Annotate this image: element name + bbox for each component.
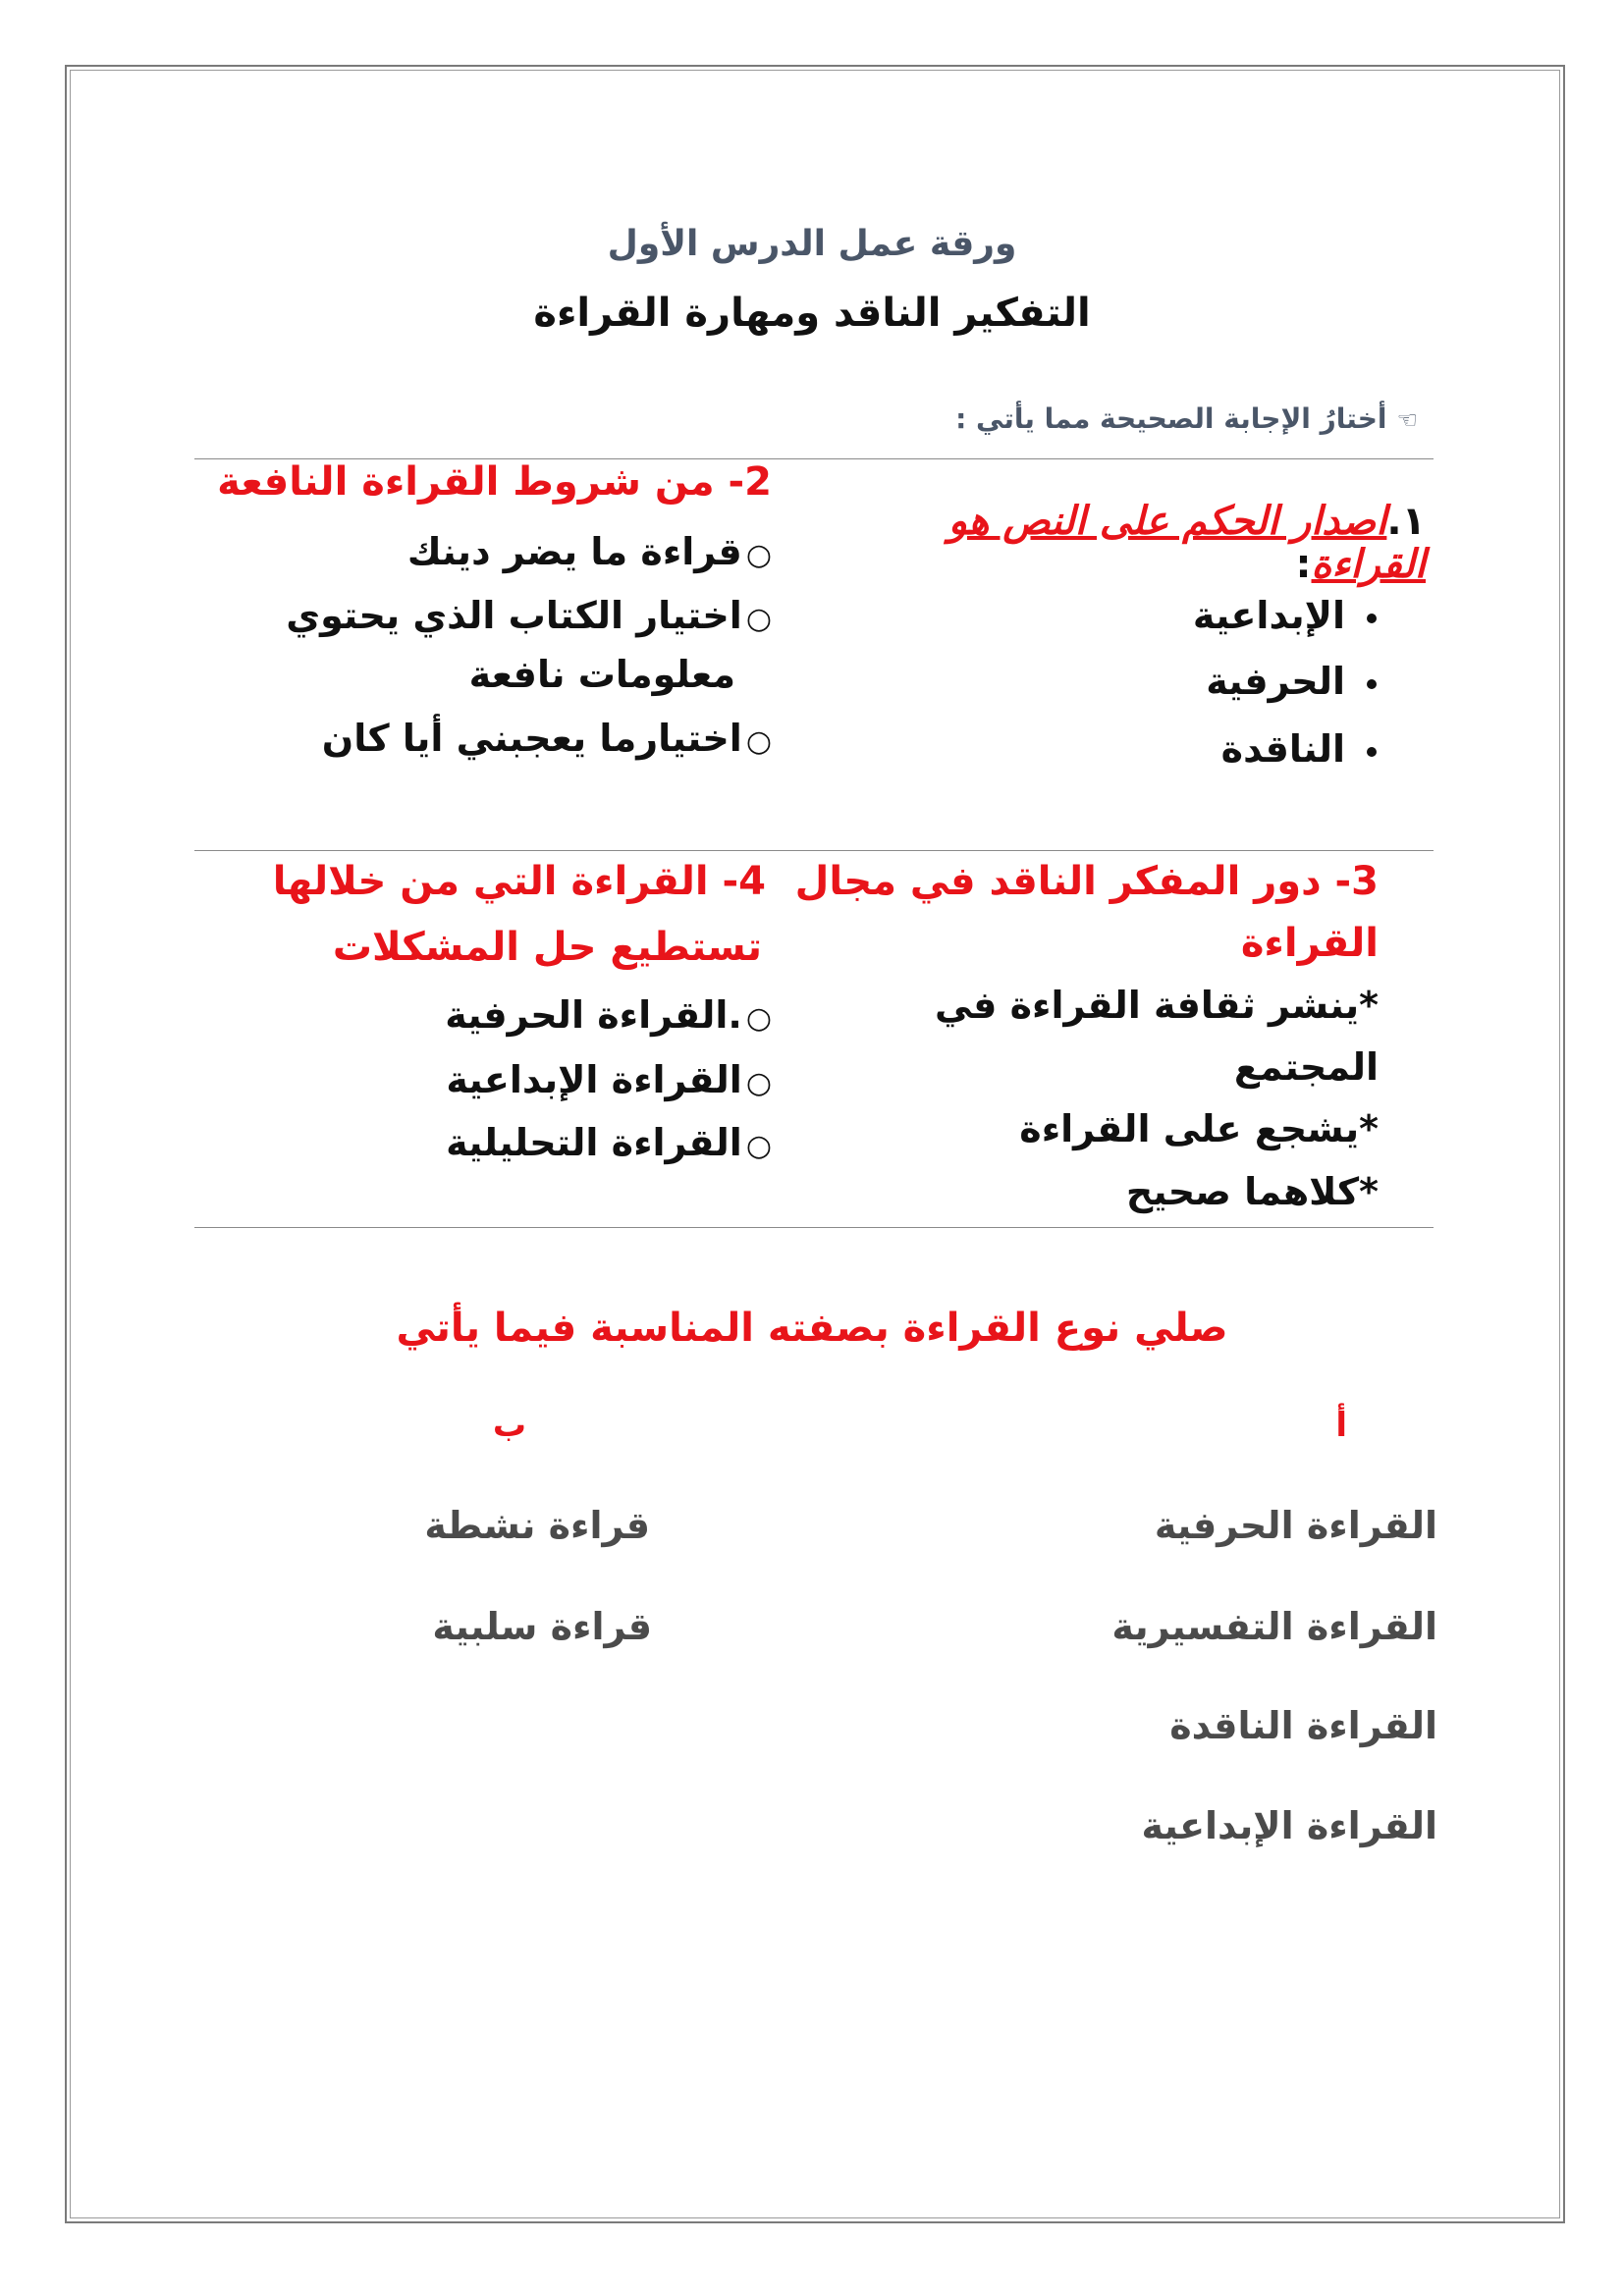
divider-middle (194, 850, 1434, 851)
q2-option-1[interactable]: ○قراءة ما يضر دينك (406, 530, 772, 573)
column-a-label: أ (1335, 1406, 1347, 1445)
q4-title-line1: 4- القراءة التي من خلالها (272, 859, 766, 904)
q2-title: 2- من شروط القراءة النافعة (217, 459, 772, 505)
instruction (955, 402, 1418, 435)
circle-bullet-icon: ○ (745, 538, 772, 572)
circle-bullet-icon: ○ (745, 602, 772, 636)
bullet-icon (1367, 679, 1377, 689)
q1-option-1[interactable]: الإبداعية (1193, 594, 1377, 637)
column-a-item-3[interactable]: القراءة الناقدة (1169, 1704, 1437, 1747)
q3-option-1[interactable]: *ينشر ثقافة القراءة في (935, 984, 1379, 1027)
q4-option-3[interactable]: ○القراءة التحليلية (446, 1121, 772, 1164)
column-a-item-4[interactable]: القراءة الإبداعية (1141, 1804, 1437, 1847)
circle-bullet-icon: ○ (745, 1001, 772, 1036)
column-a-item-1[interactable]: القراءة الحرفية (1154, 1504, 1437, 1547)
q1-option-3[interactable]: الناقدة (1221, 727, 1377, 771)
q4-option-2[interactable]: ○القراءة الإبداعية (446, 1058, 772, 1101)
q3-option-1-cont: المجتمع (1233, 1045, 1379, 1089)
q4-option-1[interactable]: ○.القراءة الحرفية (445, 993, 772, 1037)
worksheet-title: ورقة عمل الدرس الأول (607, 224, 1017, 264)
q4-title-line2: تستطيع حل المشكلات (332, 925, 762, 970)
q1-line1 (948, 499, 1426, 544)
q3-option-3[interactable]: *كلاهما صحيح (1125, 1170, 1379, 1213)
q1-text-line2: القراءة (1311, 542, 1426, 587)
column-b-label: ب (492, 1406, 526, 1445)
matching-heading: صلي نوع القراءة بصفته المناسبة فيما يأتي (396, 1306, 1228, 1351)
q1-colon: : (1295, 542, 1312, 587)
column-a-item-2[interactable]: القراءة التفسيرية (1111, 1605, 1437, 1648)
circle-bullet-icon: ○ (745, 724, 772, 759)
column-b-item-2[interactable]: قراءة سلبية (432, 1605, 652, 1648)
bullet-icon (1367, 614, 1377, 623)
bullet-icon (1367, 747, 1377, 757)
pointing-hand-icon: ☜ (1396, 406, 1418, 434)
worksheet-subtitle: التفكير الناقد ومهارة القراءة (533, 291, 1091, 336)
divider-bottom (194, 1227, 1434, 1228)
circle-bullet-icon: ○ (745, 1129, 772, 1163)
q3-option-2[interactable]: *يشجع على القراءة (1019, 1107, 1379, 1150)
q1-text-line1: اصدار الحكم على النص هو (947, 499, 1387, 544)
q1-option-2[interactable]: الحرفية (1206, 660, 1377, 703)
column-b-item-1[interactable]: قراءة نشطة (424, 1504, 650, 1547)
q2-option-2-cont: معلومات نافعة (468, 653, 735, 696)
q2-option-3[interactable]: ○اختيارما يعجبني أيا كان (321, 717, 772, 760)
instruction-text: أختارُ الإجابة الصحيحة مما يأتي : (955, 402, 1387, 435)
q3-title-line2: القراءة (1240, 921, 1379, 966)
q1-line2 (1296, 542, 1426, 587)
q1-number: ١. (1386, 499, 1426, 544)
circle-bullet-icon: ○ (745, 1066, 772, 1100)
q2-option-2[interactable]: ○اختيار الكتاب الذي يحتوي (286, 594, 772, 637)
q3-title-line1: 3- دور المفكر الناقد في مجال (794, 859, 1379, 904)
